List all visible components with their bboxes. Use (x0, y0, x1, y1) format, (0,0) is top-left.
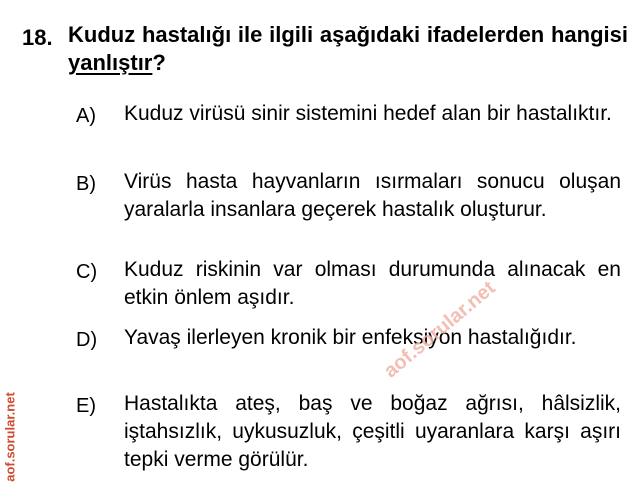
option-e[interactable] (68, 390, 621, 476)
center-watermark (350, 270, 530, 390)
option-c-text: Kuduz riskinin var olması durumunda alınacak en etkin önlem aşıdır. (124, 258, 621, 309)
option-c[interactable] (68, 256, 621, 314)
question-stem-end: ? (152, 50, 166, 75)
option-d-text: Yavaş ilerleyen kronik bir enfeksiyon hastalığıdır. (124, 326, 577, 349)
option-d[interactable] (68, 324, 621, 382)
question-number: 18. (22, 25, 53, 50)
side-watermark-text: aof.sorular.net (2, 392, 18, 482)
option-a-letter: A) (76, 105, 96, 127)
center-watermark-text: aof.sorular.net (379, 276, 500, 383)
side-watermark (0, 385, 20, 490)
question-negative-keyword: yanlıştır (68, 50, 153, 75)
option-d-letter: D) (76, 329, 98, 351)
question-stem-text: Kuduz hastalığı ile ilgili aşağıdaki ifadelerden hangisi (68, 22, 628, 47)
option-e-letter: E) (76, 395, 96, 417)
option-b[interactable] (68, 168, 621, 254)
option-a-text: Kuduz virüsü sinir sistemini hedef alan bir hastalıktır. (124, 102, 612, 125)
option-e-text: Hastalıkta ateş, baş ve boğaz ağrısı, hâlsizlik, iştahsızlık, uykusuzluk, çeşitli uyaranlara karşı aşırı tepki verme görülür. (124, 392, 621, 471)
option-b-text: Virüs hasta hayvanların ısırmaları sonucu oluşan yaralarla insanlara geçerek hastalık oluşturur. (124, 170, 621, 221)
question-stem (68, 21, 628, 77)
option-b-letter: B) (76, 173, 96, 195)
option-a[interactable] (68, 100, 621, 158)
option-c-letter: C) (76, 261, 98, 283)
